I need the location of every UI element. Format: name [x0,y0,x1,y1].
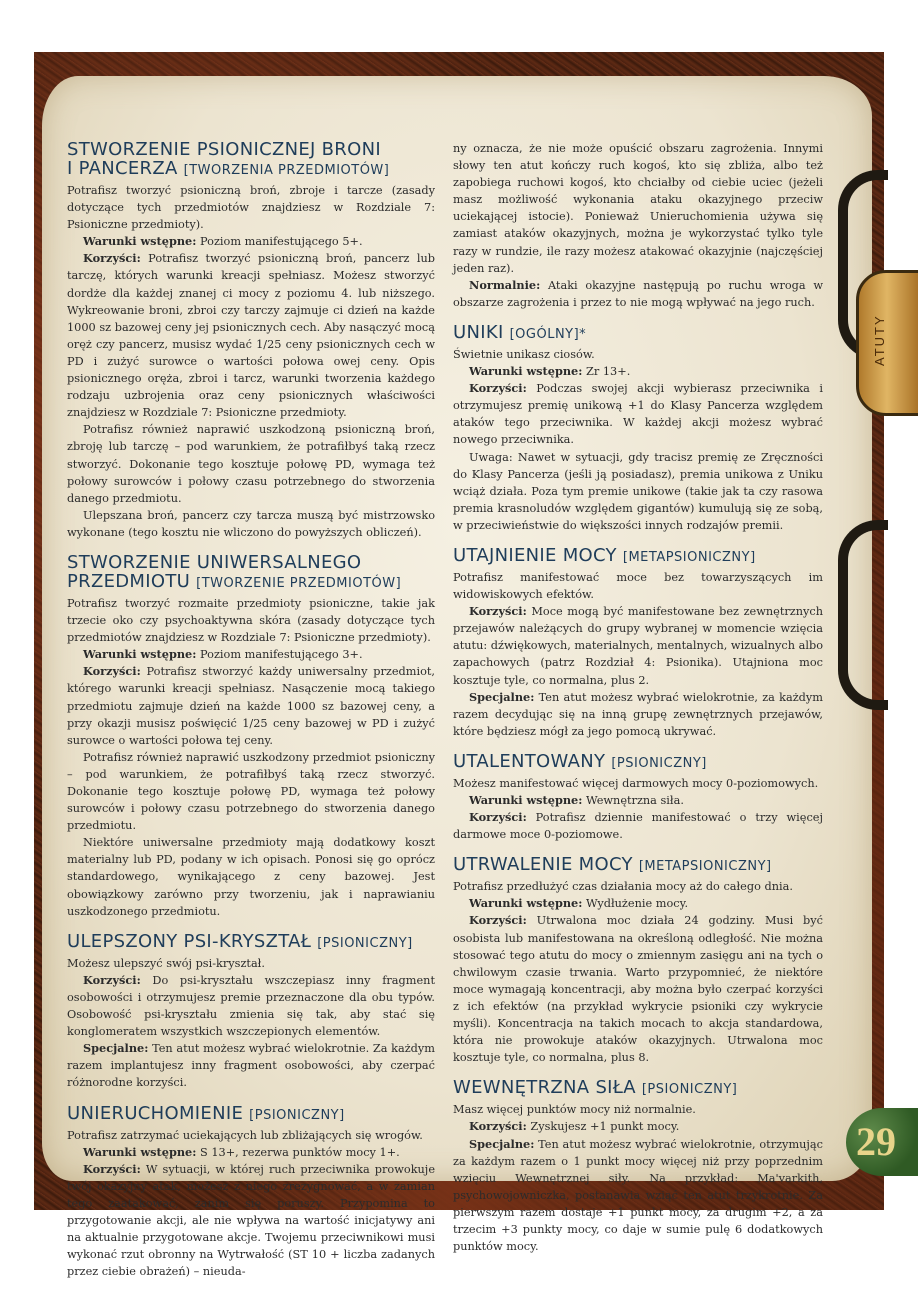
feat-requirements: Warunki wstępne: Wewnętrzna siła. [469,793,684,807]
feat-requirements: Warunki wstępne: S 13+, rezerwa punktów mocy 1+. [83,1144,400,1159]
hook-ornament-bottom [838,520,888,710]
feat-title: WEWNĘTRZNA SIŁA [PSIONICZNY] [453,1077,738,1099]
feat-title: UTALENTOWANY [PSIONICZNY] [453,750,707,772]
feat-section [453,1078,823,1255]
feat-intro: Możesz ulepszyć swój psi-kryształ. [67,956,265,970]
feat-benefits: Korzyści: Potrafisz stworzyć każdy uniwersalny przedmiot, którego warunki kreacji spełniasz. Nasączenie mocą takiego przedmiotu zajmuje dzień na każde 1000 sz bazowej ceny, a przy okazji musisz poświęcić 1/25 ceny bazowej w PD i zużyć surowce o wartości połowa tej ceny. [67,664,435,747]
feat-title: UTRWALENIE MOCY [METAPSIONICZNY] [453,854,772,876]
feat-benefits: Korzyści: Potrafisz dziennie manifestować o trzy więcej darmowe moce 0-poziomowe. [453,810,823,842]
feat-section [453,752,823,843]
feat-intro: Potrafisz tworzyć rozmaite przedmioty psioniczne, takie jak trzecie oko czy psychoaktywna skóra (zasady dotyczące tych przedmiotów znajdziesz w Rozdziale 7: Psioniczne przedmioty). [67,596,435,645]
page-number: 29 [846,1108,918,1176]
feat-title: STWORZENIE PSIONICZNEJ BRONI I PANCERZA [TWORZENIA PRZEDMIOTÓW] [67,139,390,179]
feat-intro: Potrafisz manifestować moce bez towarzyszących im widowiskowych efektów. [453,570,823,602]
feat-benefits: Korzyści: Utrwalona moc działa 24 godziny. Musi być osobista lub manifestowana na określoną odległość. Nie można stosować tego atutu do mocy o zmiennym zasięgu ani na tych o chwilowym czasie trwania. Warto przypomnieć, że niektóre moce wymagają koncentracji, aby można było czerpać korzyści z ich efektów (na przykład wykrycie psioniki czy wykrycie myśli). Koncentracja na takich mocach to akcja standardowa, która nie prowokuje ataków okazyjnych. Utrwalona moc kosztuje tyle, co normalna, plus 8. [453,913,823,1065]
feat-benefits: Korzyści: Zyskujesz +1 punkt mocy. [469,1119,680,1134]
feat-intro: Możesz manifestować więcej darmowych mocy 0-poziomowych. [453,776,819,790]
feat-section [67,1104,435,1281]
feat-paragraph: Niektóre uniwersalne przedmioty mają dodatkowy koszt materialny lub PD, podany w ich opisach. Ponosi się go oprócz standardowego, wynikającego z ceny bazowej. Jest obowiązkowy zarówno przy tworzeniu, jak i naprawianiu uszkodzonego przedmiotu. [67,836,435,918]
continued-text [453,140,823,311]
feat-special: Specjalne: Ten atut możesz wybrać wielokrotnie, otrzymując za każdym razem o 1 punkt mocy więcej niż przy poprzednim wzięciu Wewnętrznej siły. Na przykład: Ma'varkith, psychowojowniczka, postanawia wziąć ten atut trzykrotnie. Za pierwszym razem dostaje +1 punkt mocy, za drugim +2, a za trzecim +3 punkty mocy, co daje w sumie pulę 6 dodatkowych punktów mocy. [453,1136,823,1254]
feat-section [453,323,823,534]
feat-benefits: Korzyści: Podczas swojej akcji wybierasz przeciwnika i otrzymujesz premię unikową +1 do Klasy Pancerza względem ataków tego przeciwnika. W każdej akcji możesz wybrać nowego przeciwnika. [453,381,823,447]
feat-section [67,140,435,541]
feat-paragraph: ny oznacza, że nie może opuścić obszaru zagrożenia. Innymi słowy ten atut kończy ruch kogoś, kto się zbliża, albo też zapobiega ruchowi kogoś, kto chciałby od ciebie uciec (jeżeli masz możliwość wykonania ataku okazyjnego przeciw uciekającej istocie). Ponieważ Unieruchomienia używa się zamiast ataków okazyjnych, można je wykorzystać tylko tyle razy w rundzie, ile razy możesz atakować okazyjnie (najczęściej jeden raz). [453,142,823,275]
feat-title: UNIKI [OGÓLNY]* [453,321,587,343]
left-column [67,140,435,1292]
feat-intro: Potrafisz przedłużyć czas działania mocy aż do całego dnia. [453,880,793,894]
feat-benefits: Korzyści: W sytuacji, w której ruch przeciwnika prowokuje twój okazyjny atak, możesz z niego zrezygnować, a w zamian tego zaatakować, zanim się poruszy. Przypomina to przygotowanie akcji, ale nie wpływa na wartość inicjatywy ani na aktualnie przygotowane akcje. Twojemu przeciwnikowi musi wykonać rzut obronny na Wytrwałość (ST 10 + liczba zadanych przez ciebie obrażeń) – nieuda- [67,1161,435,1279]
feat-benefits: Korzyści: Potrafisz tworzyć psioniczną broń, pancerz lub tarczę, których warunki kreacji spełniasz. Możesz stworzyć dordże dla każdej znanej ci mocy z poziomu 4. lub niższego. Wykreowanie broni, zbroi czy tarczy zajmuje ci dzień na każde 1000 sz bazowej ceny jej psionicznych cech. Aby nasączyć mocą oręż czy pancerz, musisz wydać 1/25 ceny psionicznych cech w PD i zużyć surowce o wartości połowa owej ceny. Opis psionicznego oręża, zbroi i tarcz, warunki tworzenia każdego rodzaju uzbrojenia oraz ceny psionicznych właściwości znajdziesz w Rozdziale 7: Psioniczne przedmioty. [67,251,435,420]
chapter-tab-label: ATUTY [872,314,887,366]
feat-intro: Potrafisz tworzyć psioniczną broń, zbroje i tarcze (zasady dotyczące tych przedmiotów znajdziesz w Rozdziale 7: Psioniczne przedmioty). [67,184,435,232]
feat-normal: Normalnie: Ataki okazyjne następują po ruchu wroga w obszarze zagrożenia i przez to nie mogą wpływać na jego ruch. [453,277,823,309]
feat-intro: Świetnie unikasz ciosów. [453,347,595,361]
feat-requirements: Warunki wstępne: Poziom manifestującego 3+. [83,647,363,662]
feat-requirements: Warunki wstępne: Poziom manifestującego 5+. [83,234,363,249]
feat-section [453,855,823,1066]
feat-section [67,932,435,1092]
feat-benefits: Korzyści: Moce mogą być manifestowane bez zewnętrznych przejawów należących do grupy wybranej w momencie wzięcia atutu: dźwiękowych, materialnych, mentalnych, wizualnych albo zapachowych (patrz Rozdział 4: Psionika). Utajniona moc kosztuje tyle, co normalna, plus 2. [453,604,823,687]
feat-benefits: Korzyści: Do psi-kryształu wszczepiasz inny fragment osobowości i otrzymujesz premie przeznaczone dla obu typów. Osobowość psi-kryształu zmienia się tak, aby stać się konglomeratem wszystkich wszczepionych elementów. [67,972,435,1039]
feat-note: Uwaga: Nawet w sytuacji, gdy tracisz premię ze Zręczności do Klasy Pancerza (jeśli ją posiadasz), premia unikowa z Uniku wciąż działa. Poza tym premie unikowe (takie jak ta czy rasowa premia krasnoludów względem gigantów) kumulują się ze sobą, w przeciwieństwie do większości innych rodzajów premii. [453,450,823,532]
feat-title: ULEPSZONY PSI-KRYSZTAŁ [PSIONICZNY] [67,930,413,952]
feat-paragraph: Ulepszana broń, pancerz czy tarcza muszą być mistrzowsko wykonane (tego kosztu nie wliczono do powyższych obliczeń). [67,508,435,539]
feat-section [67,553,435,920]
feat-intro: Masz więcej punktów mocy niż normalnie. [453,1103,696,1117]
feat-section [453,546,823,740]
feat-special: Specjalne: Ten atut możesz wybrać wielokrotnie. Za każdym razem implantujesz inny fragment osobowości, aby czerpać różnorodne korzyści. [67,1041,435,1090]
feat-paragraph: Potrafisz również naprawić uszkodzoną psioniczną broń, zbroję lub tarczę – pod warunkiem, że potrafiłbyś taką rzecz stworzyć. Dokonanie tego kosztuje połowę PD, wymaga też połowy surowców i połowy czasu potrzebnego do stworzenia danego przedmiotu. [67,423,435,505]
feat-title: UTAJNIENIE MOCY [METAPSIONICZNY] [453,544,756,566]
feat-title: UNIERUCHOMIENIE [PSIONICZNY] [67,1102,345,1124]
feat-paragraph: Potrafisz również naprawić uszkodzony przedmiot psioniczny – pod warunkiem, że potrafiłbyś taką rzecz stworzyć. Dokonanie tego kosztuje połowę PD, wymaga też połowy surowców i połowy czasu potrzebnego do stworzenia danego przedmiotu. [67,750,435,833]
feat-requirements: Warunki wstępne: Wydłużenie mocy. [469,896,689,911]
feat-intro: Potrafisz zatrzymać uciekających lub zbliżających się wrogów. [67,1128,423,1142]
feat-requirements: Warunki wstępne: Zr 13+. [469,364,631,379]
right-column [453,140,823,1267]
feat-title: STWORZENIE UNIWERSALNEGO PRZEDMIOTU [TWORZENIE PRZEDMIOTÓW] [67,551,402,592]
feat-special: Specjalne: Ten atut możesz wybrać wielokrotnie, za każdym razem decydując się na inną grupę zewnętrznych przejawów, które będziesz mógł za jego pomocą ukrywać. [453,689,823,738]
